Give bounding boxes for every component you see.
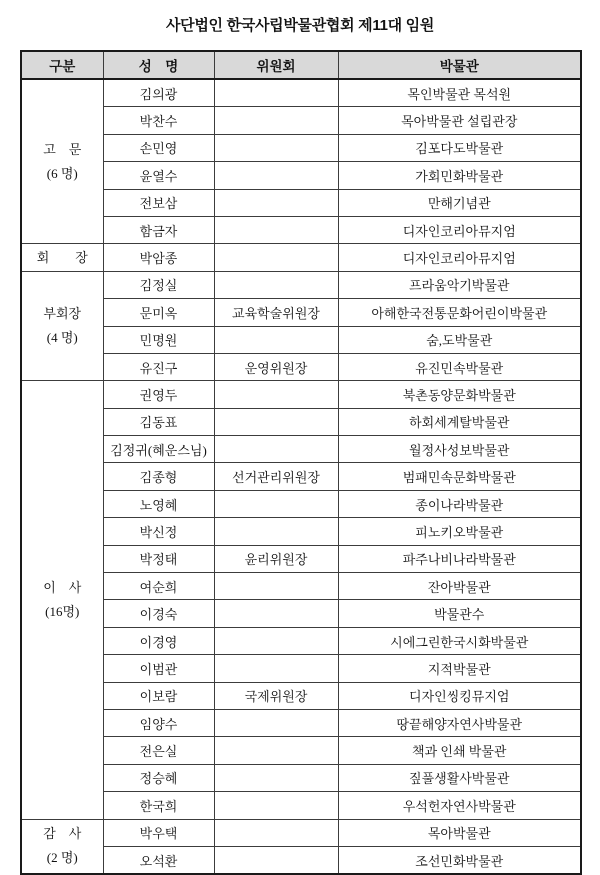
cell-museum: 만해기념관: [338, 189, 581, 216]
group-count: (4 명): [46, 330, 78, 346]
cell-name: 김종형: [103, 463, 214, 490]
table-row: [21, 79, 581, 107]
cell-name: 김동표: [103, 408, 214, 435]
table-row: [21, 134, 581, 161]
table-row: [21, 299, 581, 326]
cell-committee: [214, 134, 338, 161]
table-row: [21, 627, 581, 654]
group-count: (16명): [45, 603, 80, 619]
cell-name: 이경영: [103, 627, 214, 654]
cell-name: 노영혜: [103, 490, 214, 517]
cell-museum: 시에그린한국시화박물관: [338, 627, 581, 654]
cell-committee: 국제위원장: [214, 682, 338, 709]
cell-committee: [214, 326, 338, 353]
cell-museum: 지적박물관: [338, 655, 581, 682]
table-row: [21, 682, 581, 709]
cell-museum: 디자인코리아뮤지엄: [338, 216, 581, 243]
cell-committee: [214, 271, 338, 298]
table-row: [21, 107, 581, 134]
group-count: (2 명): [46, 850, 78, 866]
cell-museum: 종이나라박물관: [338, 490, 581, 517]
header-row: [21, 51, 581, 79]
cell-museum: 아해한국전통문화어린이박물관: [338, 299, 581, 326]
officers-table-body: [21, 79, 581, 874]
cell-museum: 하회세계탈박물관: [338, 408, 581, 435]
table-row: [21, 545, 581, 572]
cell-name: 한국희: [103, 792, 214, 819]
cell-museum: 피노키오박물관: [338, 518, 581, 545]
cell-committee: 선거관리위원장: [214, 463, 338, 490]
table-row: [21, 737, 581, 764]
group-label: 고 문: [43, 141, 82, 157]
cell-museum: 파주나비나라박물관: [338, 545, 581, 572]
cell-museum: 월정사성보박물관: [338, 436, 581, 463]
cell-committee: 윤리위원장: [214, 545, 338, 572]
cell-museum: 목인박물관 목석원: [338, 79, 581, 107]
cell-name: 김정실: [103, 271, 214, 298]
cell-committee: [214, 408, 338, 435]
table-row: [21, 436, 581, 463]
cell-name: 임양수: [103, 709, 214, 736]
cell-name: 박찬수: [103, 107, 214, 134]
cell-museum: 조선민화박물관: [338, 846, 581, 874]
cell-committee: [214, 244, 338, 271]
cell-museum: 잔아박물관: [338, 573, 581, 600]
col-header-name: 성 명: [103, 51, 214, 79]
cell-name: 문미옥: [103, 299, 214, 326]
table-row: [21, 244, 581, 271]
cell-museum: 짚풀생활사박물관: [338, 764, 581, 791]
group-label: 회 장: [36, 249, 88, 265]
cell-museum: 가회민화박물관: [338, 162, 581, 189]
table-row: [21, 408, 581, 435]
cell-committee: [214, 792, 338, 819]
col-header-category: 구분: [21, 51, 103, 79]
cell-committee: [214, 79, 338, 107]
cell-museum: 목아박물관 설립관장: [338, 107, 581, 134]
cell-committee: [214, 764, 338, 791]
group-label-cell: [21, 381, 103, 819]
table-row: [21, 846, 581, 874]
cell-museum: 디자인코리아뮤지엄: [338, 244, 581, 271]
cell-committee: [214, 655, 338, 682]
table-row: [21, 326, 581, 353]
cell-committee: [214, 600, 338, 627]
page-title: 사단법인 한국사립박물관협회 제11대 임원: [165, 17, 435, 34]
cell-museum: 땅끝해양자연사박물관: [338, 709, 581, 736]
cell-name: 이보람: [103, 682, 214, 709]
col-header-committee: 위원회: [214, 51, 338, 79]
cell-museum: 우석헌자연사박물관: [338, 792, 581, 819]
cell-committee: [214, 162, 338, 189]
cell-museum: 목아박물관: [338, 819, 581, 846]
cell-committee: [214, 573, 338, 600]
group-label-cell: [21, 244, 103, 271]
group-label: 감 사: [43, 826, 82, 842]
cell-committee: [214, 819, 338, 846]
table-row: [21, 518, 581, 545]
table-row: [21, 189, 581, 216]
table-row: [21, 709, 581, 736]
cell-name: 박암종: [103, 244, 214, 271]
officers-table: [20, 50, 582, 875]
table-row: [21, 353, 581, 380]
group-label-cell: [21, 271, 103, 381]
cell-museum: 김포다도박물관: [338, 134, 581, 161]
table-row: [21, 655, 581, 682]
cell-name: 전은실: [103, 737, 214, 764]
cell-museum: 범패민속문화박물관: [338, 463, 581, 490]
cell-name: 정승혜: [103, 764, 214, 791]
table-row: [21, 271, 581, 298]
cell-committee: 운영위원장: [214, 353, 338, 380]
cell-museum: 박물관수: [338, 600, 581, 627]
cell-committee: [214, 490, 338, 517]
table-row: [21, 819, 581, 846]
cell-name: 박우택: [103, 819, 214, 846]
table-row: [21, 381, 581, 408]
group-label: 부회장: [43, 306, 82, 322]
cell-museum: 유진민속박물관: [338, 353, 581, 380]
cell-name: 박신정: [103, 518, 214, 545]
cell-committee: [214, 737, 338, 764]
cell-committee: [214, 381, 338, 408]
table-row: [21, 162, 581, 189]
cell-committee: 교육학술위원장: [214, 299, 338, 326]
cell-name: 권영두: [103, 381, 214, 408]
cell-committee: [214, 518, 338, 545]
cell-committee: [214, 107, 338, 134]
table-row: [21, 490, 581, 517]
cell-committee: [214, 627, 338, 654]
cell-name: 민명원: [103, 326, 214, 353]
cell-committee: [214, 846, 338, 874]
cell-name: 전보삼: [103, 189, 214, 216]
cell-name: 손민영: [103, 134, 214, 161]
table-row: [21, 463, 581, 490]
group-label-cell: [21, 79, 103, 244]
cell-museum: 프라움악기박물관: [338, 271, 581, 298]
cell-name: 이범관: [103, 655, 214, 682]
cell-museum: 북촌동양문화박물관: [338, 381, 581, 408]
table-row: [21, 600, 581, 627]
cell-committee: [214, 709, 338, 736]
table-row: [21, 573, 581, 600]
cell-name: 함금자: [103, 216, 214, 243]
cell-name: 오석환: [103, 846, 214, 874]
group-label-cell: [21, 819, 103, 874]
cell-name: 윤열수: [103, 162, 214, 189]
cell-name: 여순희: [103, 573, 214, 600]
cell-museum: 책과 인쇄 박물관: [338, 737, 581, 764]
cell-name: 박정태: [103, 545, 214, 572]
cell-committee: [214, 436, 338, 463]
cell-name: 김의광: [103, 79, 214, 107]
cell-committee: [214, 216, 338, 243]
group-label: 이 사: [43, 579, 82, 595]
table-row: [21, 792, 581, 819]
cell-name: 이경숙: [103, 600, 214, 627]
cell-museum: 디자인씽킹뮤지엄: [338, 682, 581, 709]
table-row: [21, 216, 581, 243]
table-row: [21, 764, 581, 791]
cell-name: 유진구: [103, 353, 214, 380]
cell-museum: 숨,도박물관: [338, 326, 581, 353]
group-count: (6 명): [46, 165, 78, 181]
cell-committee: [214, 189, 338, 216]
col-header-museum: 박물관: [338, 51, 581, 79]
cell-name: 김정귀(혜운스님): [103, 436, 214, 463]
